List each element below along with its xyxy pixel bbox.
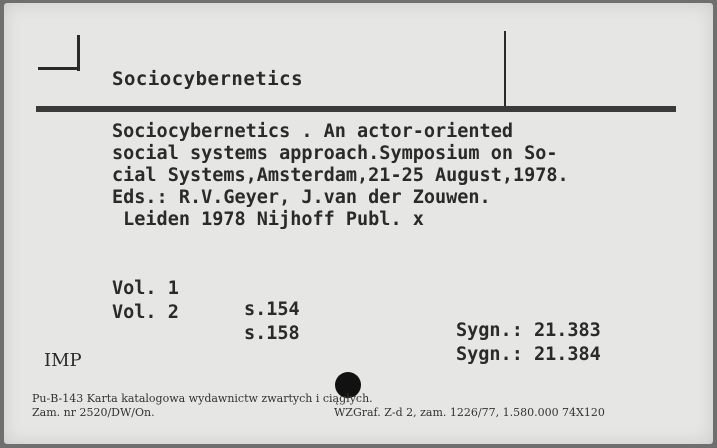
footer-line-1: Pu-B-143 Karta katalogowa wydawnictw zwartych i ciągłych. (32, 392, 373, 405)
corner-mark-vertical (77, 35, 80, 71)
volume-signature: Sygn.: 21.383 (456, 320, 601, 341)
header-divider (504, 31, 506, 109)
catalog-card (4, 3, 713, 444)
volume-label: Vol. 1 (112, 278, 179, 299)
card-heading: Sociocybernetics (112, 68, 304, 90)
volume-label: Vol. 2 (112, 302, 179, 323)
header-rule (36, 106, 676, 112)
footer-line-2-right: WZGraf. Z-d 2, zam. 1226/77, 1.580.000 74X120 (334, 406, 605, 419)
volume-signature: Sygn.: 21.384 (456, 344, 601, 365)
bibliographic-entry: Sociocybernetics . An actor-oriented social systems approach.Symposium on So- cial Systems,Amsterdam,21-25 August,1978. Eds.: R.V.Geyer, J.van der Zouwen. Leiden 1978 Nijhoff Publ. x (112, 121, 569, 230)
footer-line-2-left: Zam. nr 2520/DW/On. (32, 406, 155, 419)
corner-mark-horizontal (38, 67, 80, 70)
imp-mark: IMP (44, 350, 82, 371)
volume-pages: s.154 (244, 299, 300, 320)
volume-pages: s.158 (244, 323, 300, 344)
